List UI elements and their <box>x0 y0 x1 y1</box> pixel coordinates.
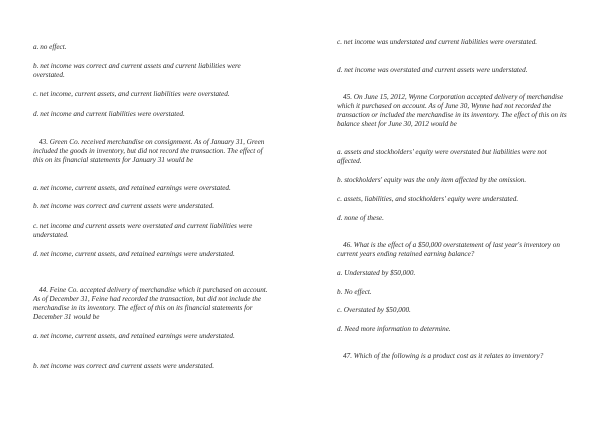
question-44-option-b: b. net income was correct and current assets were understated. <box>33 362 215 370</box>
question-43-option-c: c. net income and current assets were overstated and current liabilities were understated. <box>33 222 253 239</box>
question-45-option-d: d. none of these. <box>337 214 384 222</box>
answer-option-c: c. net income, current assets, and current liabilities were overstated. <box>33 90 230 98</box>
question-45-option-c: c. assets, liabilities, and stockholders' equity were understated. <box>337 195 519 203</box>
question-45: 45. On June 15, 2012, Wynne Corporation accepted delivery of merchandise which it purchased on account. As of June 30, Wynne had not recorded the transaction or included the merchandise in its inventory. The effect of this on its balance sheet for June 30, 2012 would be <box>337 93 567 128</box>
answer-option-a: a. no effect. <box>33 43 67 51</box>
question-44-option-c: c. net income was understated and current liabilities were overstated. <box>337 38 538 46</box>
question-43: 43. Green Co. received merchandise on consignment. As of January 31, Green included the goods in inventory, but did not record the transaction. The effect of this on its financial statements for January 31 would be <box>33 138 265 164</box>
question-47: 47. Which of the following is a product cost as it relates to inventory? <box>343 352 544 360</box>
question-44-option-d: d. net income was overstated and current assets were understated. <box>337 66 528 74</box>
question-45-option-a: a. assets and stockholders' equity were overstated but liabilities were not affected. <box>337 148 547 165</box>
question-46-option-a: a. Understated by $50,000. <box>337 269 416 277</box>
question-43-option-a: a. net income, current assets, and retained earnings were overstated. <box>33 184 231 192</box>
question-46-option-b: b. No effect. <box>337 288 372 296</box>
question-44: 44. Feine Co. accepted delivery of merchandise which it purchased on account. As of December 31, Feine had recorded the transaction, but did not include the merchandise in its inventory. The effect of this on its financial statements for December 31 would be <box>33 286 268 321</box>
question-46-option-c: c. Overstated by $50,000. <box>337 306 411 314</box>
question-45-option-b: b. stockholders' equity was the only item affected by the omission. <box>337 176 527 184</box>
answer-option-b: b. net income was correct and current assets and current liabilities were overstated. <box>33 62 241 79</box>
answer-option-d: d. net income and current liabilities were overstated. <box>33 110 185 118</box>
question-43-option-d: d. net income, current assets, and retained earnings were understated. <box>33 250 235 258</box>
question-43-option-b: b. net income was correct and current assets were understated. <box>33 202 215 210</box>
question-44-option-a: a. net income, current assets, and retained earnings were understated. <box>33 332 235 340</box>
question-46: 46. What is the effect of a $50,000 overstatement of last year's inventory on current years ending retained earning balance? <box>337 241 560 258</box>
question-46-option-d: d. Need more information to determine. <box>337 325 451 333</box>
